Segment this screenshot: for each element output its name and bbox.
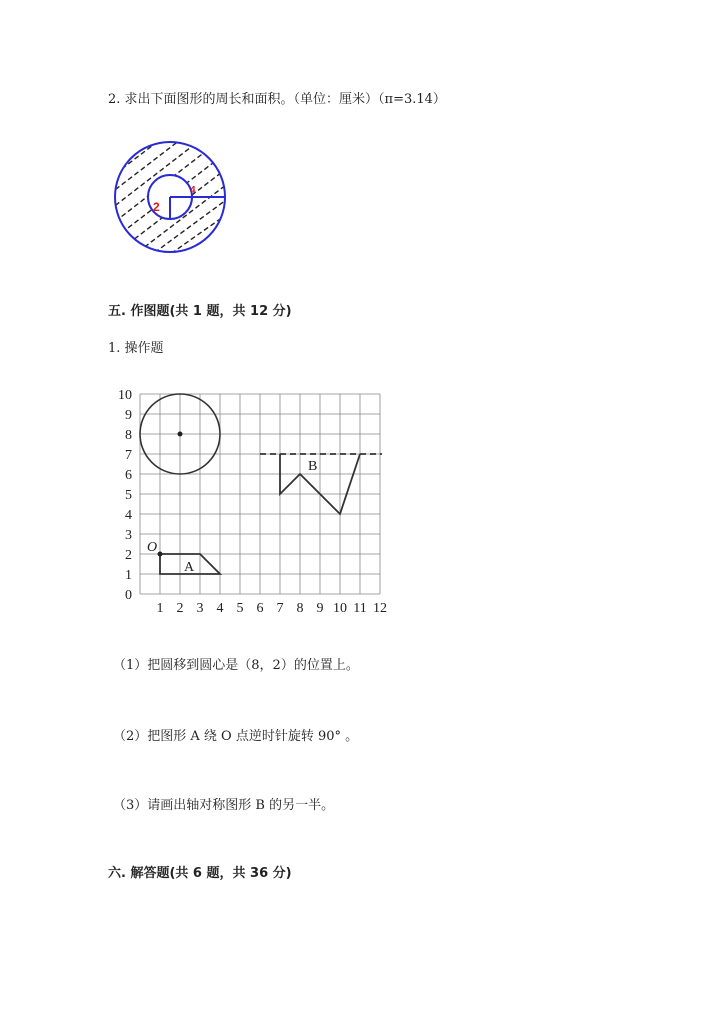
x-tick-label: 2 xyxy=(176,601,184,616)
grid-lines xyxy=(140,394,380,594)
x-tick-label: 10 xyxy=(333,601,347,616)
ring-figure xyxy=(110,137,230,257)
y-tick-label: 10 xyxy=(118,388,132,403)
section-6-title: 六. 解答题(共 6 题，共 36 分) xyxy=(108,866,292,881)
task-3-text: （3）请画出轴对称图形 B 的另一半。 xyxy=(113,798,335,813)
y-axis-labels xyxy=(118,388,132,603)
y-tick-label: 4 xyxy=(125,508,132,523)
x-tick-label: 12 xyxy=(373,601,387,616)
shape-a-label: A xyxy=(184,560,195,575)
y-tick-label: 8 xyxy=(125,428,132,443)
question-2-text: 2. 求出下面图形的周长和面积。（单位：厘米）（π=3.14） xyxy=(108,92,446,107)
x-tick-label: 8 xyxy=(296,601,304,616)
y-tick-label: 3 xyxy=(125,528,132,543)
y-tick-label: 5 xyxy=(125,488,132,503)
shape-b-label: B xyxy=(308,459,318,474)
x-tick-label: 3 xyxy=(196,601,204,616)
y-tick-label: 7 xyxy=(125,448,132,463)
y-tick-label: 0 xyxy=(125,588,132,603)
ring-width-label: 4 xyxy=(190,185,196,196)
y-tick-label: 6 xyxy=(125,468,132,483)
x-tick-label: 11 xyxy=(353,601,367,616)
coordinate-grid xyxy=(110,385,390,615)
section-5-title: 五. 作图题(共 1 题，共 12 分) xyxy=(108,304,292,319)
inner-radius-label: 2 xyxy=(153,200,160,214)
y-tick-label: 9 xyxy=(125,408,132,423)
origin-label: O xyxy=(147,540,158,555)
y-tick-label: 2 xyxy=(125,548,132,563)
y-tick-label: 1 xyxy=(125,568,132,583)
task-2-text: （2）把图形 A 绕 O 点逆时针旋转 90° 。 xyxy=(113,729,359,744)
x-tick-label: 9 xyxy=(316,601,324,616)
task-1-text: （1）把圆移到圆心是（8，2）的位置上。 xyxy=(113,658,359,673)
circle-center-point xyxy=(178,432,183,437)
x-tick-label: 6 xyxy=(256,601,264,616)
x-axis-labels xyxy=(157,601,388,616)
x-tick-label: 7 xyxy=(276,601,284,616)
origin-point xyxy=(158,552,163,557)
x-tick-label: 5 xyxy=(236,601,244,616)
operation-question-title: 1. 操作题 xyxy=(108,341,164,356)
x-tick-label: 1 xyxy=(156,601,164,616)
x-tick-label: 4 xyxy=(216,601,224,616)
